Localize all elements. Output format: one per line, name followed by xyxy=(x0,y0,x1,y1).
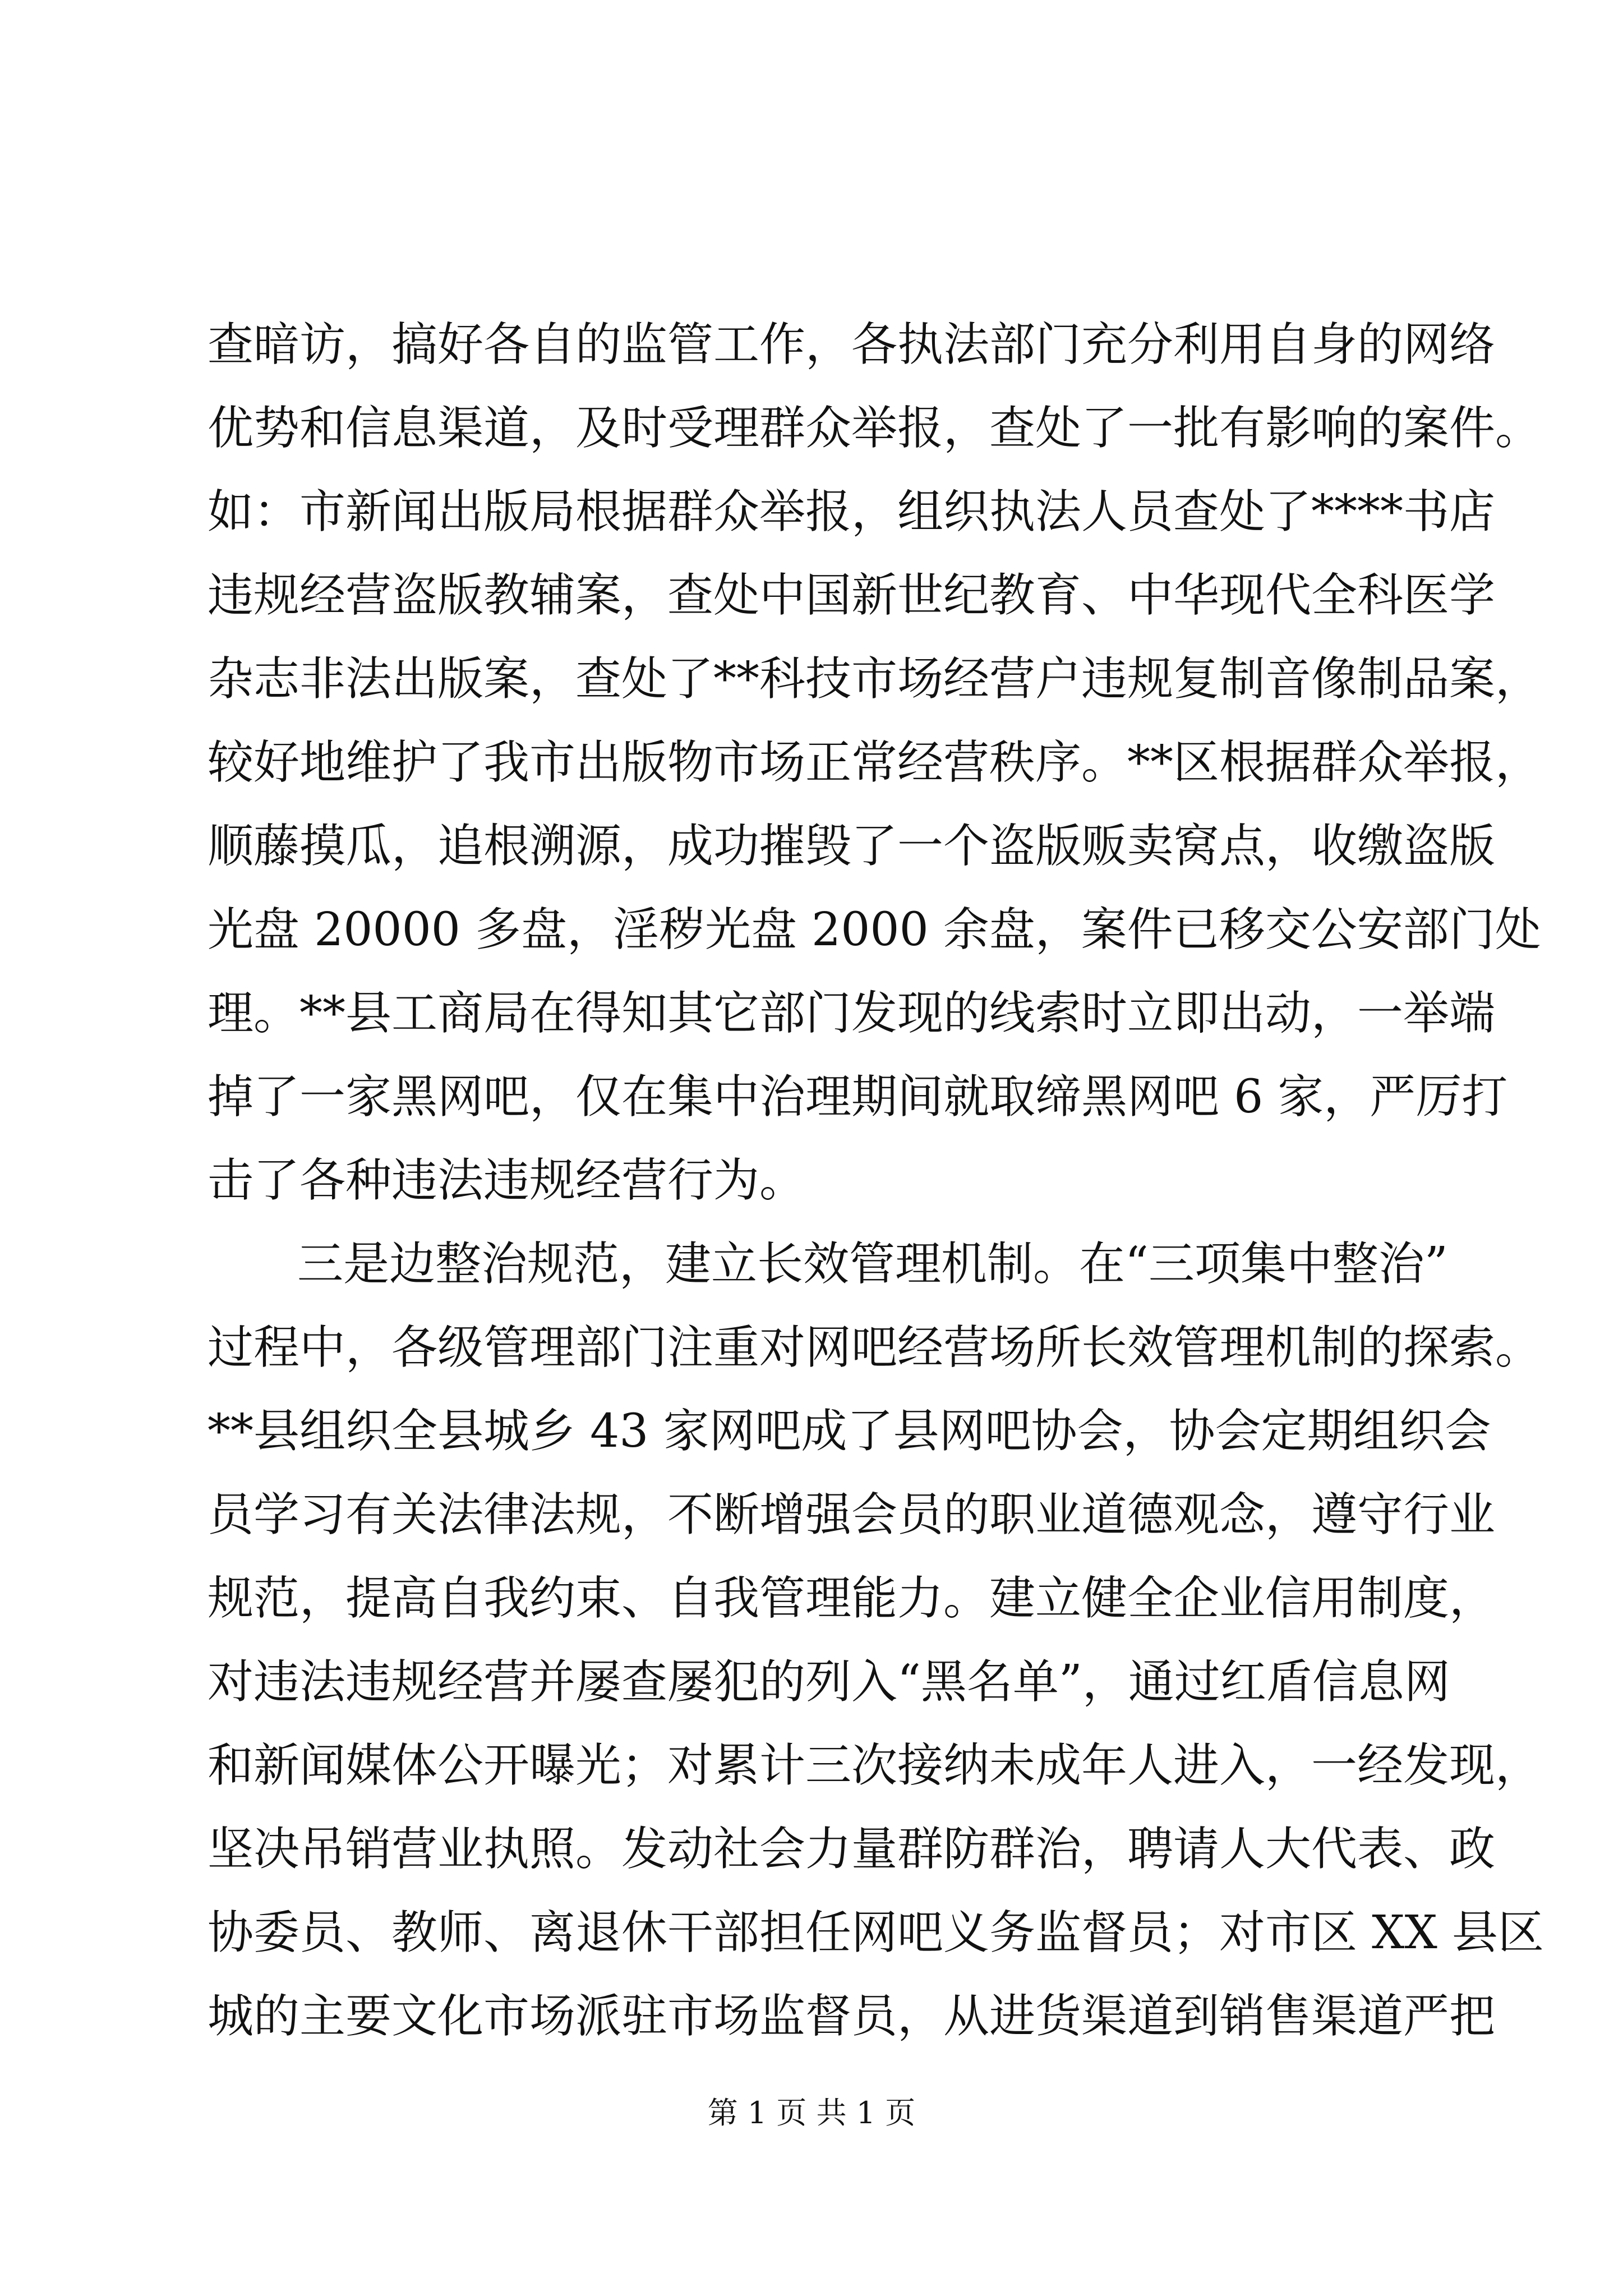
text-line: 坚决吊销营业执照。发动社会力量群防群治，聘请人大代表、政 xyxy=(208,1823,1496,1876)
body-text xyxy=(208,303,1544,2058)
text-line: 理。**县工商局在得知其它部门发现的线索时立即出动，一举端 xyxy=(208,987,1496,1040)
text-line: 员学习有关法律法规，不断增强会员的职业道德观念，遵守行业 xyxy=(208,1488,1496,1542)
text-line: 光盘 20000 多盘，淫秽光盘 2000 余盘，案件已移交公安部门处 xyxy=(208,903,1541,956)
text-line: 三是边整治规范，建立长效管理机制。在“三项集中整治” xyxy=(297,1237,1448,1291)
text-line: 掉了一家黑网吧，仅在集中治理期间就取缔黑网吧 6 家，严厉打 xyxy=(208,1070,1508,1124)
text-line: 击了各种违法违规经营行为。 xyxy=(208,1154,806,1207)
text-line: 城的主要文化市场派驻市场监督员，从进货渠道到销售渠道严把 xyxy=(208,1990,1496,2043)
text-line: 违规经营盗版教辅案，查处中国新世纪教育、中华现代全科医学 xyxy=(208,569,1496,622)
text-line: 顺藤摸瓜，追根溯源，成功摧毁了一个盗版贩卖窝点，收缴盗版 xyxy=(208,820,1496,873)
text-line: 优势和信息渠道，及时受理群众举报，查处了一批有影响的案件。 xyxy=(208,402,1542,455)
text-line: 较好地维护了我市出版物市场正常经营秩序。**区根据群众举报， xyxy=(208,736,1542,789)
page-footer xyxy=(0,2089,1623,2132)
text-line: 过程中，各级管理部门注重对网吧经营场所长效管理机制的探索。 xyxy=(208,1321,1542,1374)
paragraph-2 xyxy=(208,1222,1544,2058)
page-number-label: 第 1 页 共 1 页 xyxy=(707,2095,916,2131)
text-line: 对违法违规经营并屡查屡犯的列入“黑名单”，通过红盾信息网 xyxy=(208,1655,1450,1709)
text-line: 查暗访，搞好各自的监管工作，各执法部门充分利用自身的网络 xyxy=(208,318,1496,371)
paragraph-1 xyxy=(208,303,1542,1222)
text-line: 如：市新闻出版局根据群众举报，组织执法人员查处了****书店 xyxy=(208,485,1496,539)
text-line: 规范，提高自我约束、自我管理能力。建立健全企业信用制度， xyxy=(208,1572,1496,1625)
text-line: 杂志非法出版案，查处了**科技市场经营户违规复制音像制品案， xyxy=(208,652,1542,706)
text-line: 协委员、教师、离退休干部担任网吧义务监督员；对市区 XX 县区 xyxy=(208,1906,1544,1959)
text-line: **县组织全县城乡 43 家网吧成了县网吧协会，协会定期组织会 xyxy=(208,1405,1491,1458)
text-line: 和新闻媒体公开曝光；对累计三次接纳未成年人进入，一经发现， xyxy=(208,1739,1542,1792)
